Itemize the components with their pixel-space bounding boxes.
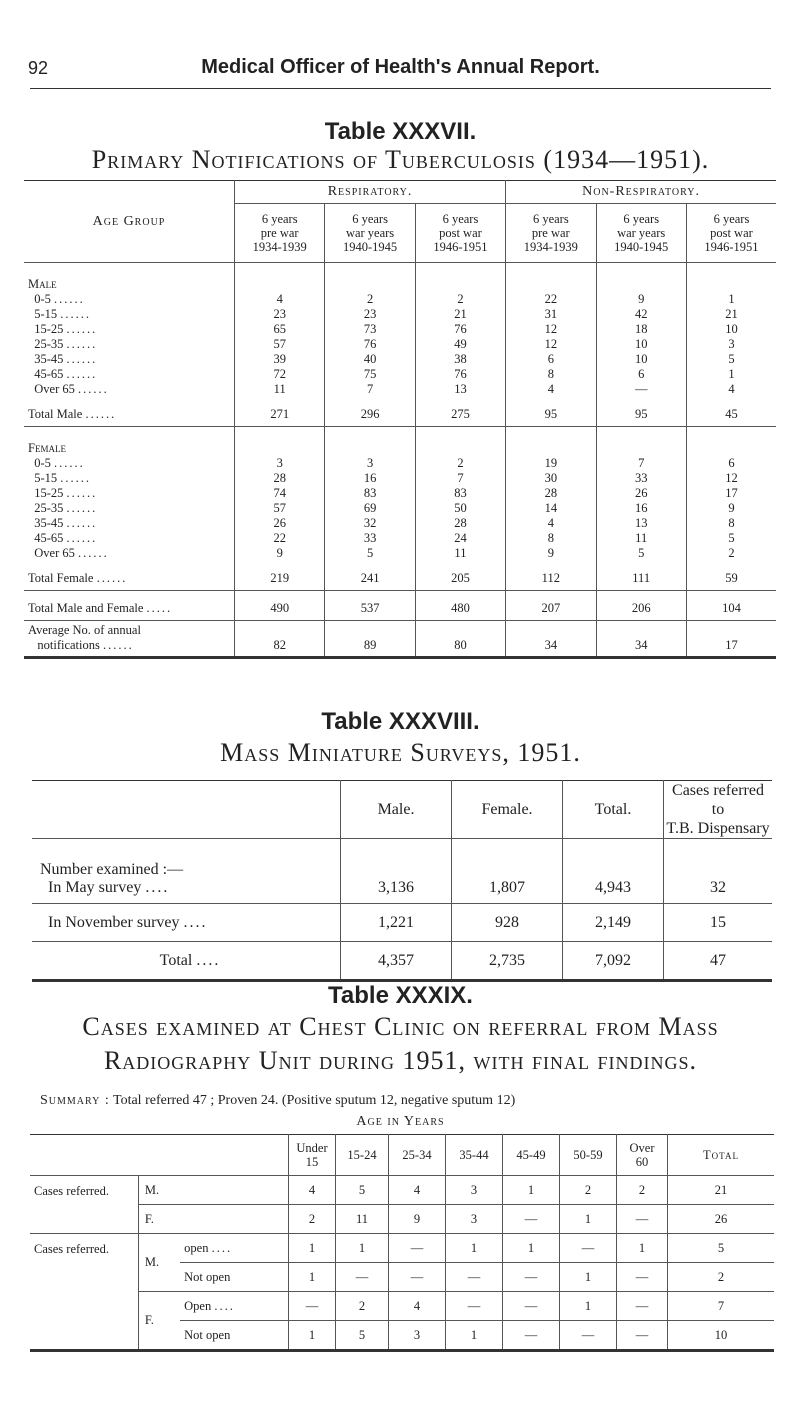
table-row: [24, 531, 776, 546]
cell: [415, 427, 505, 457]
cell: 32: [664, 839, 773, 904]
row-label: Total Female ......: [24, 561, 235, 591]
cell: 1: [446, 1321, 503, 1351]
table-row: [24, 621, 776, 658]
page-header: [0, 0, 801, 100]
col-header: 6 years post war 1946-1951: [686, 204, 776, 263]
row-label: 15-25 ......: [34, 486, 98, 500]
cell: 28: [235, 471, 325, 486]
cell: 1: [289, 1234, 336, 1263]
cell: 95: [596, 397, 686, 427]
cell: 11: [336, 1205, 389, 1234]
cell: 23: [235, 307, 325, 322]
cell: 5: [336, 1176, 389, 1205]
cell: 11: [596, 531, 686, 546]
cell: 12: [506, 322, 596, 337]
cell: 21: [668, 1176, 775, 1205]
cell: 13: [415, 382, 505, 397]
cell: 14: [506, 501, 596, 516]
cell: 47: [664, 942, 773, 981]
cell: 3,136: [341, 839, 452, 904]
age-in-years-caption: Age in Years: [356, 1114, 445, 1129]
referred-header: Cases referred to T.B. Dispensary: [664, 781, 773, 839]
status-label: Open ....: [180, 1292, 288, 1321]
cell: 1: [686, 367, 776, 382]
table-37-label: Table XXXVII.: [324, 118, 477, 145]
cell: 10: [596, 337, 686, 352]
cell: 75: [325, 367, 415, 382]
cell: 5: [686, 352, 776, 367]
row-label: 35-45 ......: [34, 516, 98, 530]
group-header-row: [24, 181, 776, 204]
cell: 4: [235, 292, 325, 307]
cell: 8: [506, 531, 596, 546]
col-header: 6 years post war 1946-1951: [415, 204, 505, 263]
cell: [506, 263, 596, 293]
cell: 6: [506, 352, 596, 367]
cell: —: [446, 1292, 503, 1321]
table-39-title-line2: Radiography Unit during 1951, with final findings.: [103, 1046, 698, 1075]
cell: —: [503, 1205, 560, 1234]
cell: 241: [325, 561, 415, 591]
col-header: 35-44: [446, 1135, 503, 1176]
table-row: [30, 1176, 774, 1205]
cell: 73: [325, 322, 415, 337]
cell: 5: [596, 546, 686, 561]
cell: [686, 263, 776, 293]
col-header: Total: [668, 1135, 775, 1176]
row-label: Number examined :— In May survey ....: [32, 839, 341, 904]
table-row: [24, 591, 776, 621]
cell: 65: [235, 322, 325, 337]
cell: 10: [686, 322, 776, 337]
cell: 45: [686, 397, 776, 427]
cell: 30: [506, 471, 596, 486]
cell: 2: [560, 1176, 617, 1205]
cell: 1: [560, 1292, 617, 1321]
table-row: [32, 942, 772, 981]
cell: —: [503, 1263, 560, 1292]
cell: 2: [336, 1292, 389, 1321]
cell: 22: [235, 531, 325, 546]
cell: 28: [415, 516, 505, 531]
cell: 22: [506, 292, 596, 307]
table-38-label: Table XXXVIII.: [321, 708, 480, 735]
table-row: [24, 397, 776, 427]
cell: 4: [506, 516, 596, 531]
cell: 3: [446, 1176, 503, 1205]
sex-label: M.: [138, 1176, 288, 1205]
cell: 32: [325, 516, 415, 531]
cell: —: [389, 1263, 446, 1292]
status-label: Not open: [180, 1263, 288, 1292]
cell: 2,735: [452, 942, 563, 981]
cell: 112: [506, 561, 596, 591]
cell: 34: [596, 621, 686, 658]
cell: —: [560, 1321, 617, 1351]
cell: —: [336, 1263, 389, 1292]
row-label: Total ....: [159, 951, 221, 969]
cell: 18: [596, 322, 686, 337]
cell: 83: [325, 486, 415, 501]
female-header: Female.: [452, 781, 563, 839]
cell: 21: [686, 307, 776, 322]
cell: 17: [686, 486, 776, 501]
cell: 49: [415, 337, 505, 352]
cell: 6: [596, 367, 686, 382]
cell: 9: [596, 292, 686, 307]
table-row: [30, 1234, 774, 1263]
row-label: In November survey ....: [32, 904, 341, 942]
col-header: 6 years war years 1940-1945: [596, 204, 686, 263]
cell: 76: [415, 367, 505, 382]
cell: 72: [235, 367, 325, 382]
page-number: 92: [28, 58, 49, 78]
table-row: [24, 546, 776, 561]
cell: 39: [235, 352, 325, 367]
cell: [325, 263, 415, 293]
cell: 2,149: [563, 904, 664, 942]
cell: 275: [415, 397, 505, 427]
cell: 40: [325, 352, 415, 367]
col-header: Over 60: [617, 1135, 668, 1176]
col-header: Under 15: [289, 1135, 336, 1176]
sex-label: M.: [138, 1234, 180, 1292]
cell: 3: [325, 456, 415, 471]
cell: 3: [686, 337, 776, 352]
cell: 11: [415, 546, 505, 561]
cell: 480: [415, 591, 505, 621]
row-label: 45-65 ......: [34, 367, 98, 381]
row-group-label: Cases referred.: [30, 1234, 138, 1351]
cell: 19: [506, 456, 596, 471]
col-header: 6 years pre war 1934-1939: [506, 204, 596, 263]
table-row: [24, 427, 776, 457]
cell: 12: [686, 471, 776, 486]
sex-label: F.: [138, 1292, 180, 1351]
table-row: [24, 322, 776, 337]
cell: 21: [415, 307, 505, 322]
cell: —: [503, 1292, 560, 1321]
cell: 7: [596, 456, 686, 471]
row-label: 25-35 ......: [34, 337, 98, 351]
cell: 3: [389, 1321, 446, 1351]
blank-header: [32, 781, 341, 839]
cell: 1,807: [452, 839, 563, 904]
cell: 13: [596, 516, 686, 531]
cell: 26: [668, 1205, 775, 1234]
cell: 4: [506, 382, 596, 397]
table-row: [24, 263, 776, 293]
age-group-header: Age Group: [24, 181, 235, 263]
cell: 24: [415, 531, 505, 546]
row-label: Average No. of annual notifications ......: [28, 623, 141, 652]
cell: —: [560, 1234, 617, 1263]
sex-label: F.: [138, 1205, 288, 1234]
table-row: [24, 382, 776, 397]
cell: 2: [415, 292, 505, 307]
row-label: Total Male and Female .....: [24, 591, 235, 621]
cell: 74: [235, 486, 325, 501]
col-header: 25-34: [389, 1135, 446, 1176]
table-38-title: Mass Miniature Surveys, 1951.: [220, 738, 581, 767]
row-label: Female: [28, 441, 66, 455]
cell: 26: [235, 516, 325, 531]
cell: 69: [325, 501, 415, 516]
cell: 2: [325, 292, 415, 307]
cell: 31: [506, 307, 596, 322]
cell: [596, 263, 686, 293]
cell: —: [289, 1292, 336, 1321]
row-label: 0-5 ......: [34, 456, 85, 470]
col-header: 6 years war years 1940-1945: [325, 204, 415, 263]
blank-header: [30, 1135, 289, 1176]
cell: 5: [668, 1234, 775, 1263]
cell: 82: [235, 621, 325, 658]
cell: —: [503, 1321, 560, 1351]
table-39-title-line1: Cases examined at Chest Clinic on referral from Mass: [82, 1012, 719, 1041]
cell: [596, 427, 686, 457]
header-row: [32, 781, 772, 839]
cell: 4,943: [563, 839, 664, 904]
cell: —: [617, 1263, 668, 1292]
table-row: [24, 307, 776, 322]
header-row: [30, 1135, 774, 1176]
male-header: Male.: [341, 781, 452, 839]
cell: 2: [617, 1176, 668, 1205]
table-row: [30, 1292, 774, 1321]
row-label: Total Male ......: [24, 397, 235, 427]
cell: [235, 427, 325, 457]
cell: 9: [389, 1205, 446, 1234]
cell: 2: [415, 456, 505, 471]
cell: 4,357: [341, 942, 452, 981]
cell: 111: [596, 561, 686, 591]
table-37: [24, 180, 776, 659]
table-row: [24, 561, 776, 591]
cell: 928: [452, 904, 563, 942]
cell: 4: [389, 1292, 446, 1321]
cell: —: [617, 1292, 668, 1321]
cell: 1: [503, 1234, 560, 1263]
row-label: 45-65 ......: [34, 531, 98, 545]
cell: [506, 427, 596, 457]
table-row: [24, 352, 776, 367]
cell: 7: [668, 1292, 775, 1321]
cell: 9: [686, 501, 776, 516]
cell: 5: [325, 546, 415, 561]
cell: 16: [325, 471, 415, 486]
running-title: Medical Officer of Health's Annual Report.: [201, 56, 600, 78]
row-label: 0-5 ......: [34, 292, 85, 306]
cell: 490: [235, 591, 325, 621]
row-label: Over 65 ......: [34, 382, 109, 396]
cell: 1: [289, 1263, 336, 1292]
cell: 76: [415, 322, 505, 337]
table-row: [24, 367, 776, 382]
table-39-label: Table XXXIX.: [328, 982, 473, 1009]
cell: 33: [325, 531, 415, 546]
row-label: Male: [28, 277, 57, 291]
cell: 1: [617, 1234, 668, 1263]
col-header: 6 years pre war 1934-1939: [235, 204, 325, 263]
cell: 17: [686, 621, 776, 658]
cell: 57: [235, 337, 325, 352]
cell: 2: [289, 1205, 336, 1234]
col-header: 15-24: [336, 1135, 389, 1176]
cell: 50: [415, 501, 505, 516]
cell: 76: [325, 337, 415, 352]
row-group-label: Cases referred.: [30, 1176, 138, 1234]
cell: 206: [596, 591, 686, 621]
cell: —: [617, 1205, 668, 1234]
cell: —: [389, 1234, 446, 1263]
cell: 83: [415, 486, 505, 501]
col-header: 50-59: [560, 1135, 617, 1176]
cell: 537: [325, 591, 415, 621]
cell: 15: [664, 904, 773, 942]
cell: 1,221: [341, 904, 452, 942]
cell: 3: [446, 1205, 503, 1234]
table-row: [24, 486, 776, 501]
cell: 16: [596, 501, 686, 516]
row-label: 5-15 ......: [34, 307, 92, 321]
cell: 7,092: [563, 942, 664, 981]
cell: 10: [596, 352, 686, 367]
cell: —: [617, 1321, 668, 1351]
table-row: [24, 456, 776, 471]
cell: 1: [446, 1234, 503, 1263]
cell: 1: [560, 1263, 617, 1292]
cell: [686, 427, 776, 457]
table-38: [32, 780, 772, 982]
status-label: open ....: [180, 1234, 288, 1263]
cell: 2: [668, 1263, 775, 1292]
cell: 1: [560, 1205, 617, 1234]
cell: 1: [336, 1234, 389, 1263]
cell: 80: [415, 621, 505, 658]
table-row: [30, 1205, 774, 1234]
table-37-title: Primary Notifications of Tuberculosis (1934—1951).: [91, 145, 710, 174]
table-row: [32, 839, 772, 904]
total-header: Total.: [563, 781, 664, 839]
cell: —: [446, 1263, 503, 1292]
table-row: [24, 292, 776, 307]
cell: 42: [596, 307, 686, 322]
row-label: 5-15 ......: [34, 471, 92, 485]
cell: 89: [325, 621, 415, 658]
cell: 271: [235, 397, 325, 427]
col-header: 45-49: [503, 1135, 560, 1176]
cell: 8: [686, 516, 776, 531]
cell: 104: [686, 591, 776, 621]
cell: 34: [506, 621, 596, 658]
respiratory-header: Respiratory.: [235, 181, 506, 204]
header-rule: [30, 88, 771, 89]
cell: 38: [415, 352, 505, 367]
cell: 205: [415, 561, 505, 591]
cell: 207: [506, 591, 596, 621]
cell: 28: [506, 486, 596, 501]
table-39-summary: Summary : Total referred 47 ; Proven 24. (Positive sputum 12, negative sputum 12): [40, 1093, 516, 1108]
cell: 7: [325, 382, 415, 397]
cell: 26: [596, 486, 686, 501]
cell: 9: [235, 546, 325, 561]
row-label: Over 65 ......: [34, 546, 109, 560]
cell: 1: [503, 1176, 560, 1205]
cell: 4: [686, 382, 776, 397]
cell: 10: [668, 1321, 775, 1351]
cell: 1: [686, 292, 776, 307]
cell: 4: [389, 1176, 446, 1205]
cell: 59: [686, 561, 776, 591]
non-respiratory-header: Non-Respiratory.: [506, 181, 776, 204]
table-row: [24, 516, 776, 531]
cell: 12: [506, 337, 596, 352]
cell: 5: [336, 1321, 389, 1351]
cell: 5: [686, 531, 776, 546]
cell: 9: [506, 546, 596, 561]
table-39: [30, 1134, 774, 1352]
cell: 3: [235, 456, 325, 471]
cell: 7: [415, 471, 505, 486]
cell: 4: [289, 1176, 336, 1205]
status-label: Not open: [180, 1321, 288, 1351]
row-label: 35-45 ......: [34, 352, 98, 366]
cell: 2: [686, 546, 776, 561]
cell: [235, 263, 325, 293]
cell: 6: [686, 456, 776, 471]
cell: 33: [596, 471, 686, 486]
row-label: 15-25 ......: [34, 322, 98, 336]
cell: 23: [325, 307, 415, 322]
cell: —: [596, 382, 686, 397]
table-row: [32, 904, 772, 942]
table-row: [24, 471, 776, 486]
cell: [325, 427, 415, 457]
cell: 1: [289, 1321, 336, 1351]
cell: 57: [235, 501, 325, 516]
cell: [415, 263, 505, 293]
table-row: [24, 337, 776, 352]
cell: 8: [506, 367, 596, 382]
table-row: [24, 501, 776, 516]
cell: 219: [235, 561, 325, 591]
cell: 11: [235, 382, 325, 397]
cell: 296: [325, 397, 415, 427]
row-label: 25-35 ......: [34, 501, 98, 515]
cell: 95: [506, 397, 596, 427]
